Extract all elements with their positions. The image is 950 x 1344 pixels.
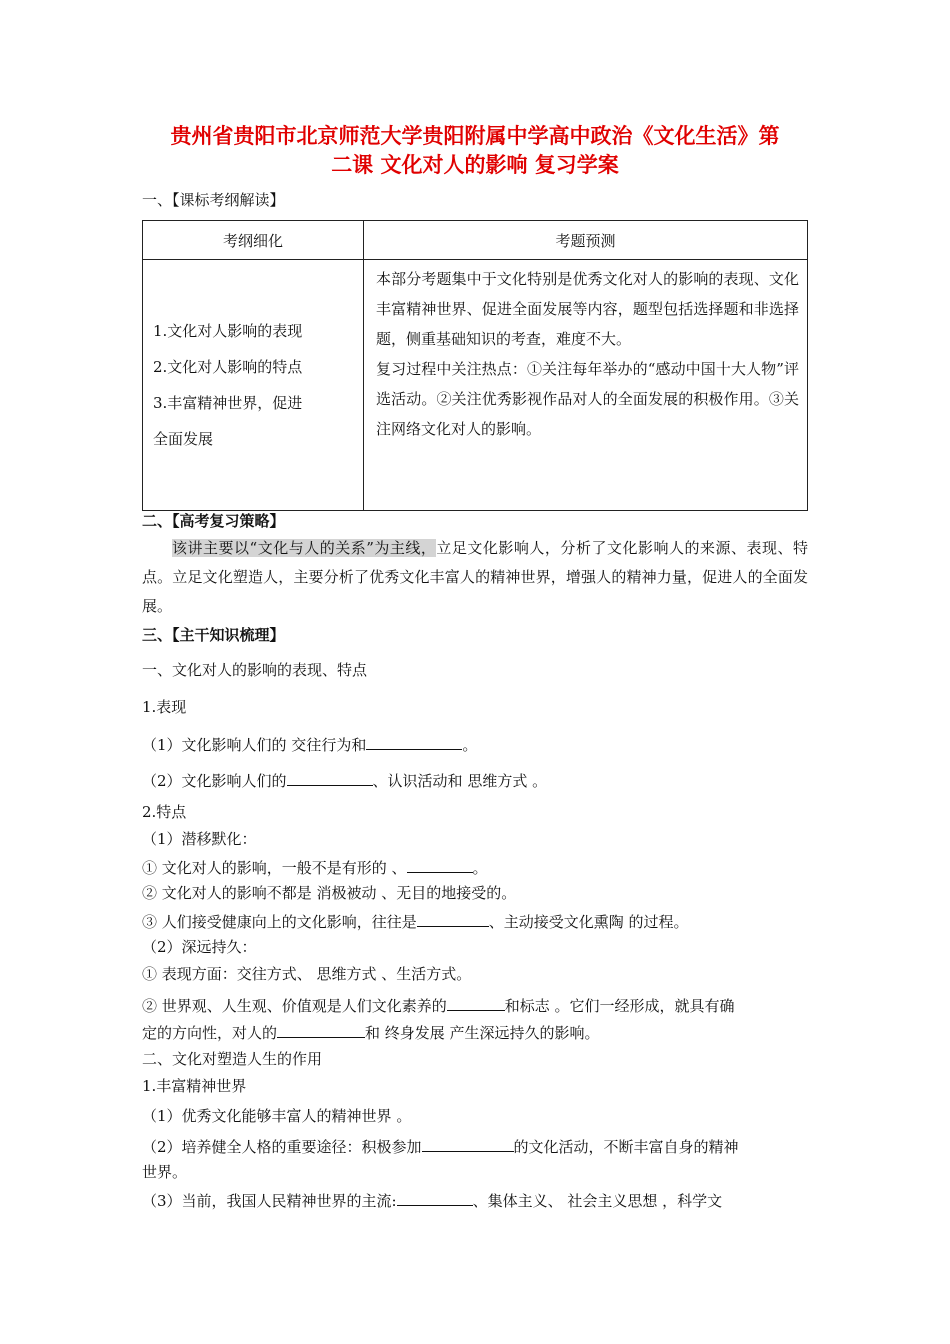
answer-blank[interactable]: [397, 1189, 473, 1206]
fill-text: 、集体主义、 社会主义思想 ，科学文: [472, 1192, 723, 1210]
fill-line-5: [142, 994, 735, 1016]
feature-lasting: （2）深远持久：: [142, 938, 257, 956]
fill-line-4: [142, 910, 689, 932]
fill-line-2: [142, 769, 547, 791]
outline-item: 3.丰富精神世界，促进: [153, 394, 303, 412]
fill-text: 、认识活动和 思维方式 。: [372, 772, 548, 790]
fill-line-8: [142, 1189, 722, 1211]
text-line: （1）优秀文化能够丰富人的精神世界 。: [142, 1107, 412, 1125]
fill-text: 和标志 。它们一经形成，就具有确: [504, 997, 735, 1015]
fill-line-7: [142, 1135, 739, 1157]
fill-text: （2）培养健全人格的重要途径：积极参加: [142, 1138, 422, 1156]
table-header-col1: 考纲细化: [143, 221, 364, 260]
fill-text: （3）当前，我国人民精神世界的主流:: [142, 1192, 397, 1210]
answer-blank[interactable]: [277, 1021, 365, 1038]
answer-blank[interactable]: [417, 910, 489, 927]
fill-text: 定的方向性，对人的: [142, 1024, 278, 1042]
prediction-paragraph-1: 本部分考题集中于文化特别是优秀文化对人的影响的表现、文化丰富精神世界、促进全面发展等内容，题型包括选择题和非选择题，侧重基础知识的考查，难度不大。: [376, 270, 799, 348]
prediction-cell: [364, 260, 808, 511]
fill-text: 。: [472, 859, 488, 877]
outline-table: [142, 220, 808, 511]
strategy-paragraph: [142, 534, 808, 621]
section-heading-knowledge: 三、【主干知识梳理】: [142, 626, 285, 644]
fill-text: 、主动接受文化熏陶 的过程。: [488, 913, 689, 931]
outline-item: 2.文化对人影响的特点: [153, 358, 303, 376]
title-line-1: 贵州省贵阳市北京师范大学贵阳附属中学高中政治《文化生活》第: [170, 124, 780, 148]
answer-blank[interactable]: [366, 733, 462, 750]
outline-items-cell: [143, 260, 364, 511]
fill-line-6: [142, 1021, 600, 1043]
answer-blank[interactable]: [422, 1135, 514, 1152]
fill-line-1: [142, 733, 477, 755]
text-line: ① 表现方面：交往方式、 思维方式 、生活方式。: [142, 965, 472, 983]
fill-text: （2）文化影响人们的: [142, 772, 287, 790]
outline-item: 1.文化对人影响的表现: [153, 322, 303, 340]
strategy-highlight: 该讲主要以“文化与人的关系”为主线，: [172, 539, 437, 557]
fill-text: ③ 人们接受健康向上的文化影响，往往是: [142, 913, 417, 931]
feature-subtle: （1）潜移默化：: [142, 830, 257, 848]
table-header-col2: 考题预测: [364, 221, 808, 260]
title-line-2: 二课 文化对人的影响 复习学案: [331, 153, 619, 177]
fill-text: 。: [462, 736, 478, 754]
item-spiritual-world: 1.丰富精神世界: [142, 1077, 247, 1095]
table-row: [143, 260, 808, 511]
fill-text: 和 终身发展 产生深远持久的影响。: [365, 1024, 600, 1042]
item-features: 2.特点: [142, 803, 187, 821]
fill-text: （1）文化影响人们的 交往行为和: [142, 736, 367, 754]
strategy-text: 立足文化影响人，分析了文化影响人的来源、表现、特点。立足文化塑造人，主要分析了优秀文化丰富人的精神世界，增强人的精神力量，促进人的全面发展。: [142, 539, 808, 615]
answer-blank[interactable]: [447, 994, 505, 1011]
fill-text: 的文化活动，不断丰富自身的精神: [513, 1138, 739, 1156]
section-heading-outline: 一、【课标考纲解读】: [142, 191, 285, 209]
text-line: ② 文化对人的影响不都是 消极被动 、无目的地接受的。: [142, 884, 517, 902]
section-heading-strategy: 二、【高考复习策略】: [142, 512, 285, 530]
fill-text: ② 世界观、人生观、价值观是人们文化素养的: [142, 997, 447, 1015]
text-line: 世界。: [142, 1163, 188, 1181]
fill-text: ① 文化对人的影响，一般不是有形的 、: [142, 859, 407, 877]
subheading-influence: 一、文化对人的影响的表现、特点: [142, 661, 368, 679]
outline-item: 全面发展: [153, 430, 214, 448]
subheading-shaping: 二、文化对塑造人生的作用: [142, 1050, 323, 1068]
fill-line-3: [142, 856, 488, 878]
answer-blank[interactable]: [407, 856, 473, 873]
item-expression: 1.表现: [142, 698, 187, 716]
prediction-paragraph-2: 复习过程中关注热点：①关注每年举办的“感动中国十大人物”评选活动。②关注优秀影视作品对人的全面发展的积极作用。③关注网络文化对人的影响。: [376, 360, 799, 438]
document-title: [140, 122, 810, 180]
table-header-row: [143, 221, 808, 260]
answer-blank[interactable]: [287, 769, 373, 786]
